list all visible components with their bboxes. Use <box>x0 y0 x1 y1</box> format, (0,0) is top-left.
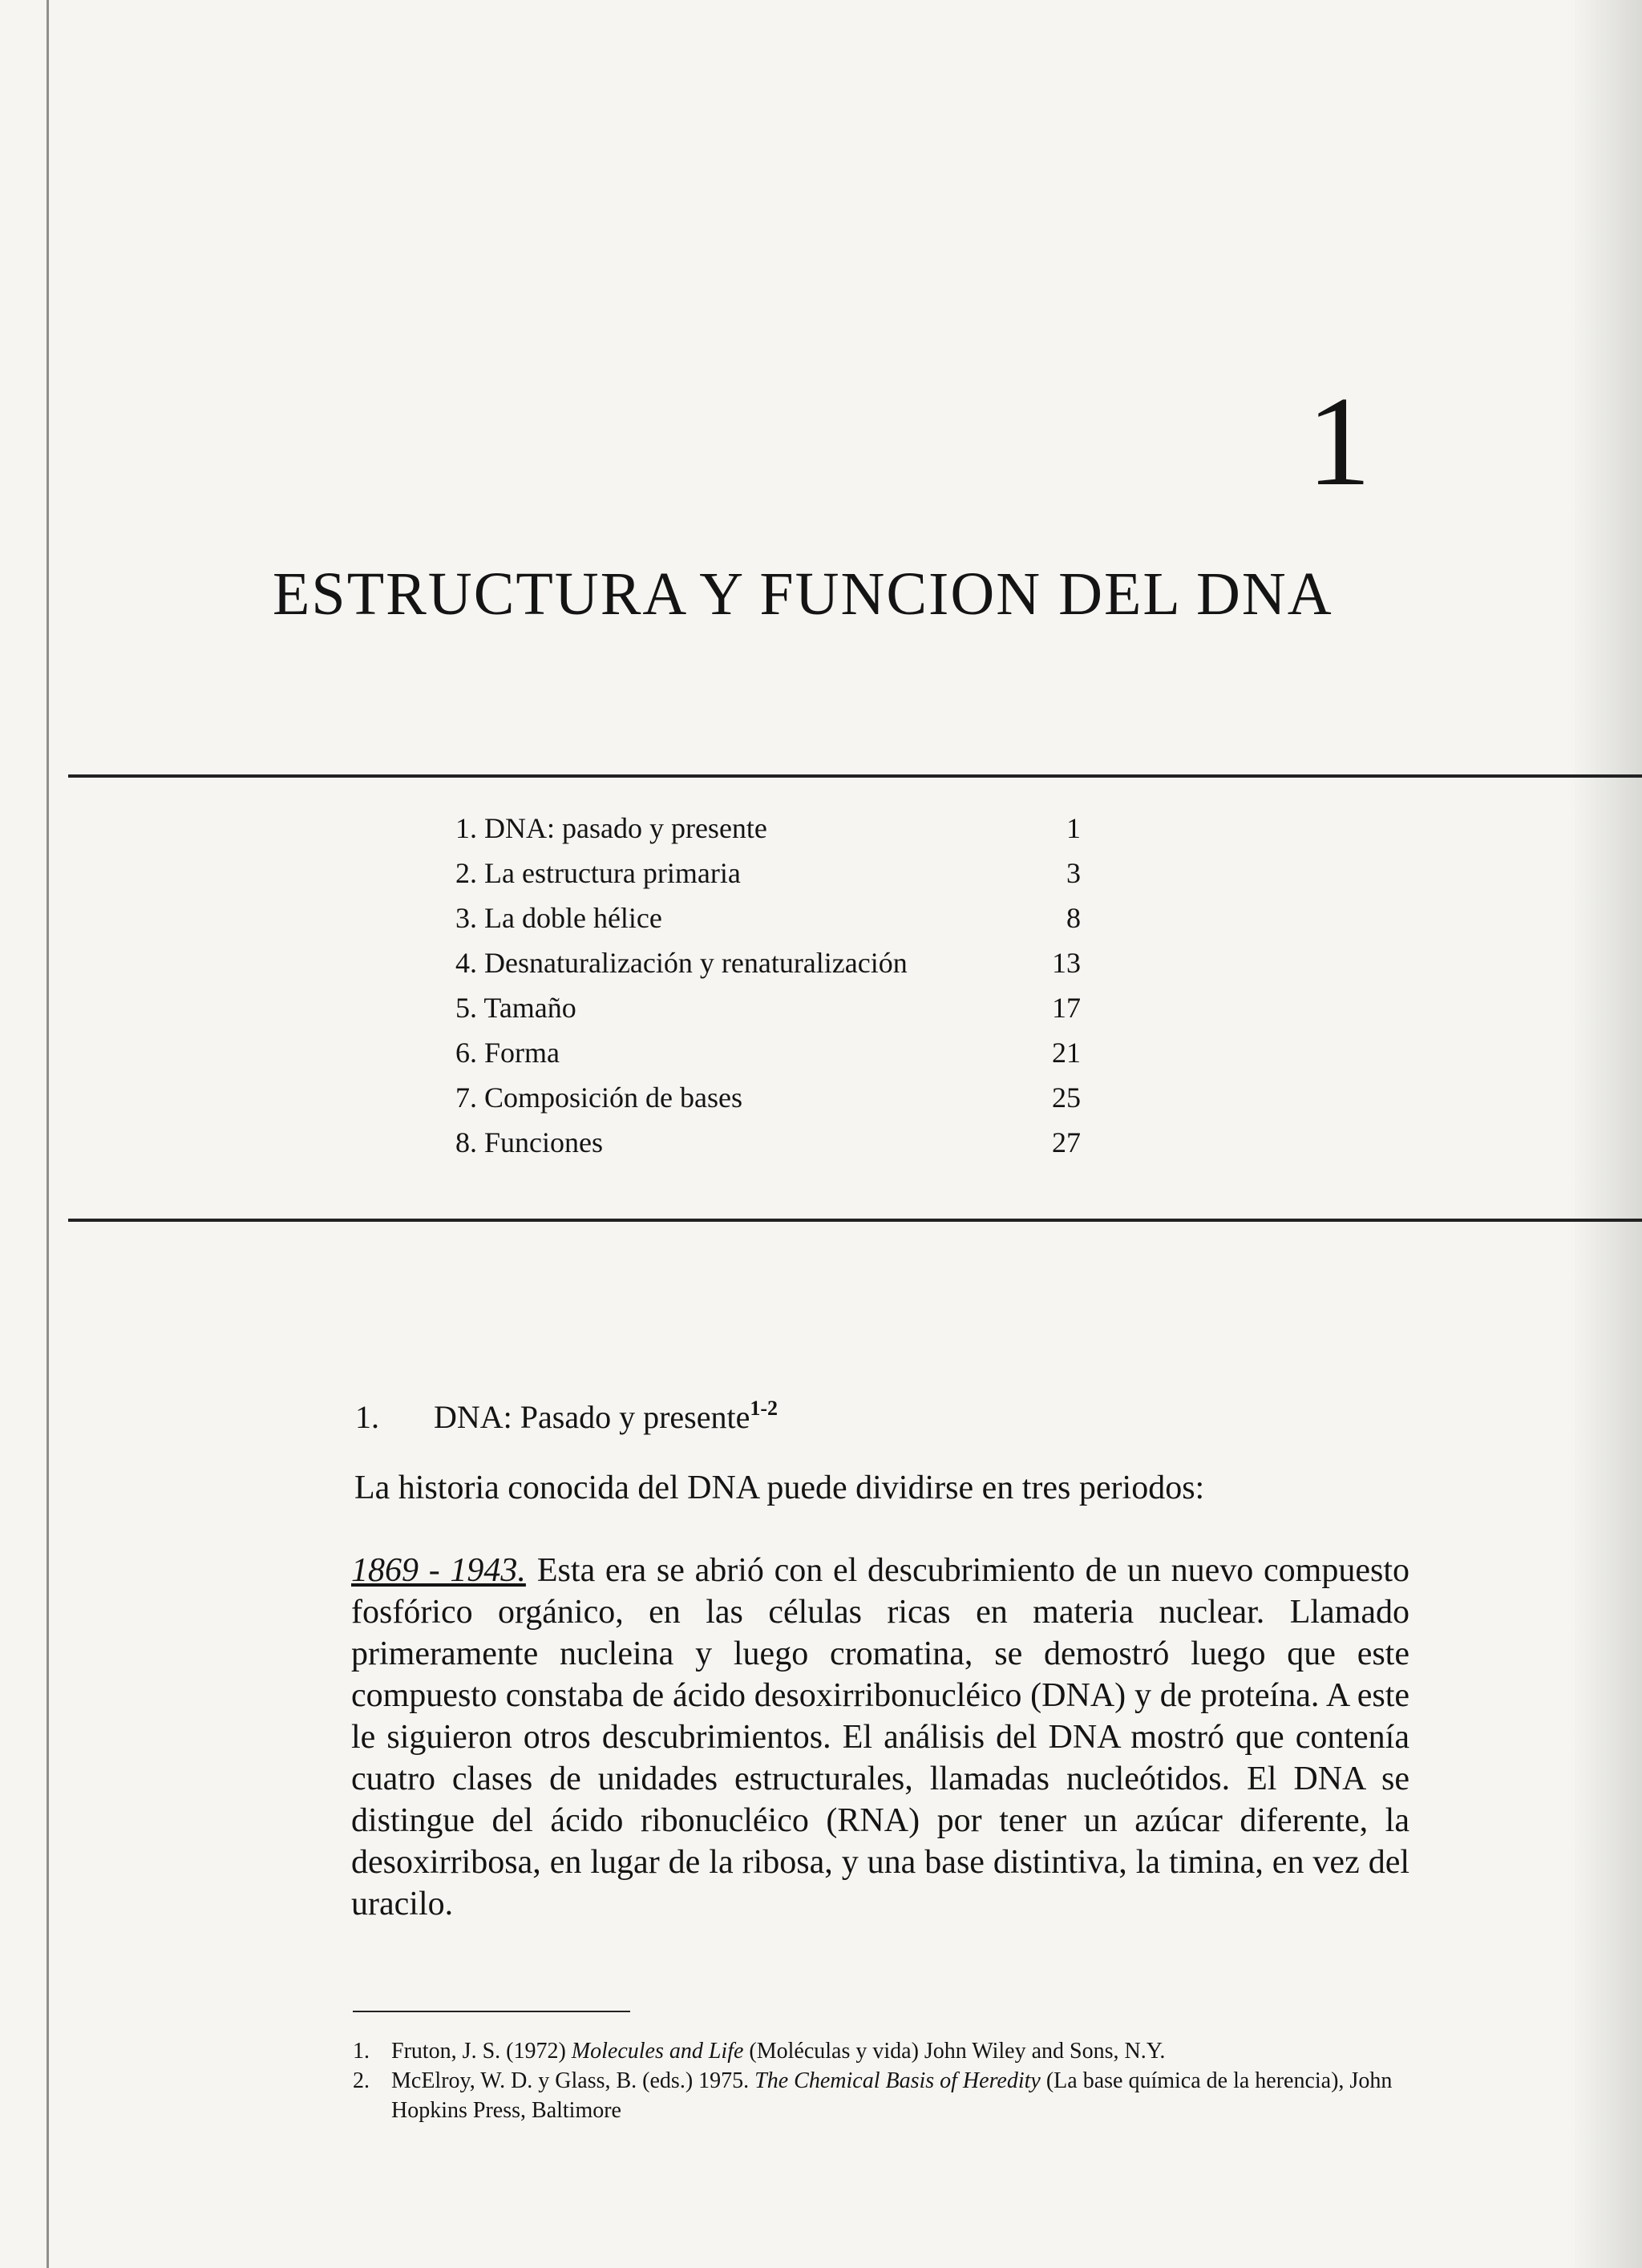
body-paragraph <box>351 1550 1409 1925</box>
footnotes <box>353 2036 1411 2125</box>
toc-item <box>455 991 1081 1036</box>
era-label: 1869 - 1943. <box>351 1552 526 1589</box>
toc-item-page: 3 <box>1066 857 1081 889</box>
section-intro: La historia conocida del DNA puede dividirse en tres periodos: <box>354 1470 1205 1506</box>
page-binding-edge <box>47 0 49 2268</box>
toc-item-label: 4. Desnaturalización y renaturalización <box>455 947 908 979</box>
footnote-book-title: The Chemical Basis of Heredity <box>754 2068 1041 2093</box>
toc-item-page: 17 <box>1052 992 1081 1024</box>
footnote <box>353 2066 1411 2125</box>
toc-item <box>455 901 1081 946</box>
toc-item <box>455 811 1081 856</box>
chapter-number: 1 <box>1307 370 1371 512</box>
page-edge-shadow <box>1570 0 1642 2268</box>
toc-item-label: 2. La estructura primaria <box>455 857 741 889</box>
toc-item <box>455 946 1081 991</box>
footnote-text <box>391 2036 1411 2066</box>
section-number: 1. <box>355 1399 379 1435</box>
section-title: DNA: Pasado y presente <box>434 1399 750 1435</box>
footnote-publisher: (Moléculas y vida) John Wiley and Sons, N.Y. <box>743 2039 1166 2064</box>
table-of-contents <box>455 811 1081 1170</box>
toc-item-label: 5. Tamaño <box>455 992 576 1024</box>
toc-item-label: 7. Composición de bases <box>455 1081 742 1114</box>
toc-item-page: 25 <box>1052 1081 1081 1114</box>
toc-item-page: 13 <box>1052 947 1081 979</box>
section-heading <box>355 1397 778 1436</box>
footnote-author: McElroy, W. D. y Glass, B. (eds.) 1975. <box>391 2068 755 2093</box>
toc-item <box>455 1081 1081 1126</box>
footnote-publisher: (La base química de la herencia), John Hopkins Press, Baltimore <box>391 2068 1393 2123</box>
toc-item-label: 8. Funciones <box>455 1126 603 1158</box>
toc-item <box>455 856 1081 901</box>
toc-item-page: 1 <box>1066 812 1081 844</box>
toc-top-rule <box>68 774 1642 778</box>
toc-item-page: 27 <box>1052 1126 1081 1158</box>
toc-bottom-rule <box>68 1219 1642 1222</box>
footnote-text <box>391 2066 1411 2125</box>
toc-item-label: 6. Forma <box>455 1037 560 1069</box>
toc-item-page: 8 <box>1066 902 1081 934</box>
footnote-rule <box>353 2011 630 2012</box>
chapter-title: ESTRUCTURA Y FUNCION DEL DNA <box>273 560 1333 628</box>
footnote <box>353 2036 1411 2066</box>
toc-item <box>455 1036 1081 1081</box>
toc-item-label: 3. La doble hélice <box>455 902 662 934</box>
toc-item-page: 21 <box>1052 1037 1081 1069</box>
toc-item-label: 1. DNA: pasado y presente <box>455 812 767 844</box>
paragraph-text: Esta era se abrió con el descubrimiento de un nuevo compuesto fosfórico orgánico, en las células ricas en materia nuclear. Llamado primeramente nucleina y luego cromatina, se demostró luego que este compuesto constaba de ácido desoxirribonucléico (DNA) y de proteína. A este le siguieron otros descubrimientos. El análisis del DNA mostró que contenía cuatro clases de unidades estructurales, llamadas nucleótidos. El DNA se distingue del ácido ribonucléico (RNA) por tener un azúcar diferente, la desoxirribosa, en lugar de la ribosa, y una base distintiva, la timina, en vez del uracilo. <box>351 1552 1409 1922</box>
footnote-number: 1. <box>353 2039 370 2064</box>
section-references: 1-2 <box>750 1397 779 1420</box>
toc-item <box>455 1126 1081 1170</box>
footnote-author: Fruton, J. S. (1972) <box>391 2039 572 2064</box>
footnote-book-title: Molecules and Life <box>571 2039 744 2064</box>
footnote-number: 2. <box>353 2068 370 2093</box>
